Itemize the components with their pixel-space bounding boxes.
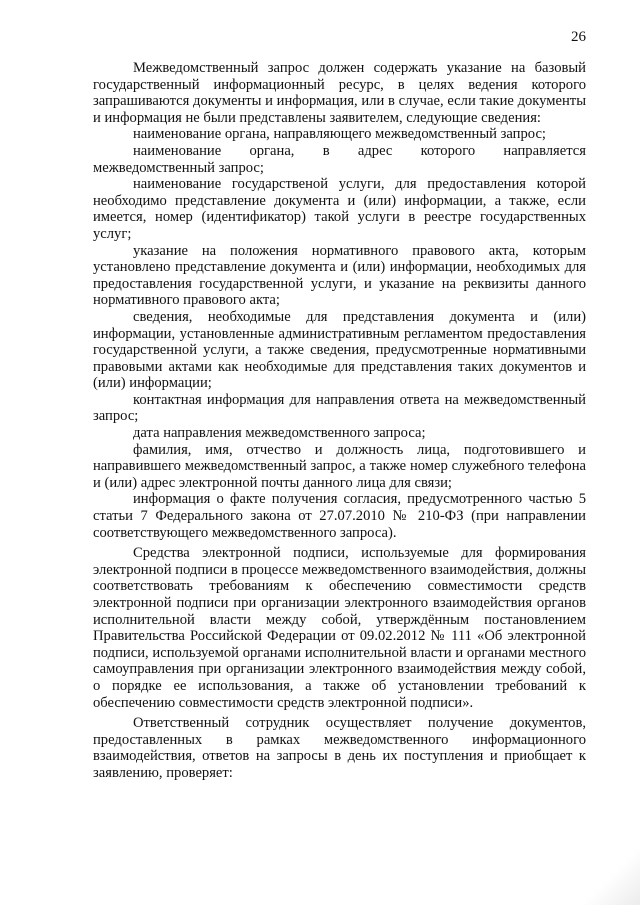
paragraph-intro: Межведомственный запрос должен содержать указание на базовый государственный информационный ресурс, в целях ведения которого запрашиваются документы и информация, или в случае, если такие документы и информация не были представлены заявителем, следующие сведения:: [93, 60, 586, 126]
paragraph-request-date: дата направления межведомственного запроса;: [133, 425, 426, 442]
paragraph-service-name: наименование государственой услуги, для предоставления которой необходимо представление документа и (или) информации, а также, если имеется, номер (идентификатор) такой услуги в реестре государственных услуг;: [93, 176, 586, 242]
paragraph-contact-info: контактная информация для направления ответа на межведомственный запрос;: [93, 391, 586, 425]
paragraph-recipient-agency: наименование органа, в адрес которого направляется межведомственный запрос;: [93, 142, 586, 176]
paragraph-responsible-person: фамилия, имя, отчество и должность лица, подготовившего и направившего межведомственный запрос, а также номер служебного телефона и (или) адрес электронной почты данного лица для связи;: [93, 441, 586, 491]
paragraph-requesting-agency: наименование органа, направляющего межведомственный запрос;: [133, 126, 546, 143]
scan-corner-shade: [570, 845, 640, 905]
paragraph-required-info: сведения, необходимые для представления документа и (или) информации, установленные административным регламентом предоставления государственной услуги, а также сведения, предусмотренные нормативными правовыми актами как необходимые для представления таких документов и (или) информации;: [93, 308, 586, 392]
paragraph-legal-act: указание на положения нормативного правового акта, которым установлено представление документа и (или) информации, необходимых для предоставления государственной услуги, и указание на реквизиты данного нормативного правового акта;: [93, 242, 586, 309]
body-text: [93, 60, 586, 782]
paragraph-responsible-employee: Ответственный сотрудник осуществляет получение документов, предоставленных в рамках межведомственного информационного взаимодействия, ответов на запросы в день их поступления и приобщает к заявлению, проверяет:: [93, 715, 586, 781]
paragraph-electronic-signature: Средства электронной подписи, используемые для формирования электронной подписи в процессе межведомственного взаимодействия, должны соответствовать требованиям к обеспечению совместимости средств электронной подписи при организации электронного взаимодействия органов исполнительной власти между собой, утверждённым постановлением Правительства Российской Федерации от 09.02.2012 № 111 «Об электронной подписи, используемой органами исполнительной власти и органами местного самоуправления при организации электронного взаимодействия между собой, о порядке ее использования, а также об установлении требований к обеспечению совместимости средств электронной подписи».: [93, 545, 586, 711]
paragraph-consent-info: информация о факте получения согласия, предусмотренного частью 5 статьи 7 Федерального закона от 27.07.2010 № 210-ФЗ (при направлении соответствующего межведомственного запроса).: [93, 491, 586, 541]
page-number: 26: [571, 29, 586, 45]
